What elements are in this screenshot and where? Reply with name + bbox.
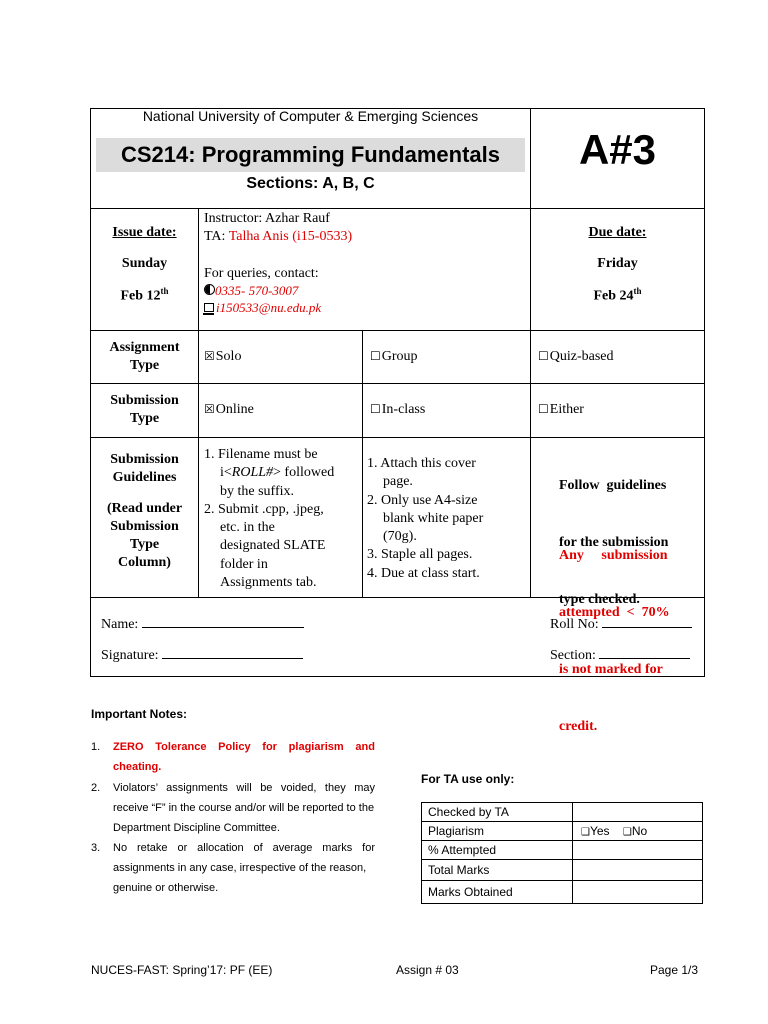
checkbox-icon: ❑ — [581, 827, 590, 838]
due-date — [531, 286, 704, 305]
issue-date-sup: th — [160, 286, 169, 296]
attempted-cell[interactable] — [573, 841, 703, 860]
credit-warning: Any submission attempted < 70% is not marked for credit. — [559, 548, 670, 734]
assignment-type-label: Assignment Type — [109, 340, 180, 373]
due-date-value: Feb 24 — [593, 288, 634, 304]
table-rule — [530, 330, 531, 598]
note-3-num: 3. — [91, 842, 101, 854]
issue-date — [91, 286, 198, 305]
name-field[interactable]: Name: — [101, 615, 304, 633]
note-2-line-2: receive “F” in the course and/or will be reported to the — [113, 802, 375, 814]
issue-day: Sunday — [121, 256, 168, 271]
table-border-right — [704, 108, 705, 677]
footer-assignment: Assign # 03 — [396, 963, 459, 977]
table-row: % Attempted — [422, 841, 703, 860]
note-1-line-1: ZERO Tolerance Policy for plagiarism and — [113, 741, 375, 753]
ta-use-table — [421, 802, 703, 904]
checked-box-icon: ☒ — [204, 402, 215, 416]
option-solo[interactable]: ☒Solo — [204, 349, 242, 364]
empty-box-icon: ☐ — [538, 349, 549, 363]
submission-type-label: Submission Type — [110, 393, 179, 426]
note-3-line-3: genuine or otherwise. — [113, 882, 219, 894]
note-3-line-1: No retake or allocation of average marks for — [113, 842, 375, 854]
option-quiz-based[interactable]: ☐Quiz-based — [538, 349, 614, 364]
computer-icon — [204, 303, 214, 312]
email-line — [204, 300, 321, 316]
ta-line — [204, 229, 352, 245]
table-row: Total Marks — [422, 860, 703, 881]
ta-use-title: For TA use only: — [421, 772, 515, 786]
yes-option[interactable]: ❑Yes — [581, 824, 610, 838]
inclass-guidelines: 1. Attach this cover page. 2. Only use A4-size blank white paper (70g). 3. Staple all pages. 4. Due at class start. — [367, 456, 484, 581]
option-group[interactable]: ☐Group — [370, 349, 418, 364]
signature-field[interactable]: Signature: — [101, 646, 303, 664]
table-rule — [198, 208, 199, 598]
instructor: Instructor: Azhar Rauf — [204, 211, 330, 226]
sections: Sections: A, B, C — [246, 175, 375, 192]
note-1-num: 1. — [91, 741, 101, 753]
empty-box-icon: ☐ — [370, 349, 381, 363]
queries-label: For queries, contact: — [204, 266, 319, 281]
empty-box-icon: ☐ — [370, 402, 381, 416]
option-either[interactable]: ☐Either — [538, 402, 584, 417]
checked-by-ta-cell[interactable] — [573, 803, 703, 822]
option-in-class[interactable]: ☐In-class — [370, 402, 426, 417]
due-date-label: Due date: — [588, 225, 647, 240]
course-title: CS214: Programming Fundamentals — [121, 142, 500, 167]
due-date-sup: th — [633, 286, 642, 296]
note-1-line-2: cheating. — [113, 761, 162, 773]
email-link[interactable]: i150533@nu.edu.pk — [216, 300, 322, 315]
roll-no-field[interactable]: Roll No: — [550, 615, 692, 633]
ta-name: Talha Anis (i15-0533) — [228, 229, 353, 244]
note-2-line-3: Department Discipline Committee. — [113, 822, 280, 834]
footer-page: Page 1/3 — [650, 963, 699, 977]
issue-date-value: Feb 12 — [120, 288, 161, 304]
note-2-line-1: Violators’ assignments will be voided, they may — [113, 782, 375, 794]
no-option[interactable]: ❑No — [622, 824, 648, 838]
issue-date-label: Issue date: — [112, 225, 177, 240]
ta-prefix: TA: — [204, 229, 229, 244]
footer-course: NUCES-FAST: Spring’17: PF (EE) — [91, 963, 273, 977]
table-row: Marks Obtained — [422, 881, 703, 904]
empty-box-icon: ☐ — [538, 402, 549, 416]
checkbox-icon: ❑ — [622, 827, 632, 838]
notes-title: Important Notes: — [91, 707, 187, 721]
table-row: Checked by TA — [422, 803, 703, 822]
assignment-number: A#3 — [578, 126, 657, 173]
plagiarism-cell — [573, 822, 703, 841]
table-rule — [90, 383, 705, 384]
guidelines-label: Submission Guidelines (Read under Submission Type Column) — [106, 452, 183, 570]
phone-number: 0335- 570-3007 — [215, 283, 299, 298]
checked-box-icon: ☒ — [204, 349, 215, 363]
university-name: National University of Computer & Emerging Sciences — [142, 108, 479, 124]
table-rule — [90, 208, 705, 209]
note-3-line-2: assignments in any case, irrespective of the reason, — [113, 862, 367, 874]
option-online[interactable]: ☒Online — [204, 402, 254, 417]
note-2-num: 2. — [91, 782, 101, 794]
either-guidelines: Follow guidelines for the submission type checked. — [559, 478, 669, 607]
due-day: Friday — [597, 256, 638, 271]
table-row: Plagiarism ❑Yes ❑No — [422, 822, 703, 841]
phone-line — [204, 283, 298, 299]
marks-obtained-cell[interactable] — [573, 881, 703, 904]
total-marks-cell[interactable] — [573, 860, 703, 881]
table-rule — [362, 330, 363, 598]
phone-icon — [204, 284, 215, 295]
table-rule — [90, 330, 705, 331]
online-guidelines: 1. Filename must be i<ROLL#> followed by the suffix. 2. Submit .cpp, .jpeg, etc. in the designated SLATE folder in Assignments tab. — [204, 447, 335, 591]
section-field[interactable]: Section: — [550, 646, 690, 664]
